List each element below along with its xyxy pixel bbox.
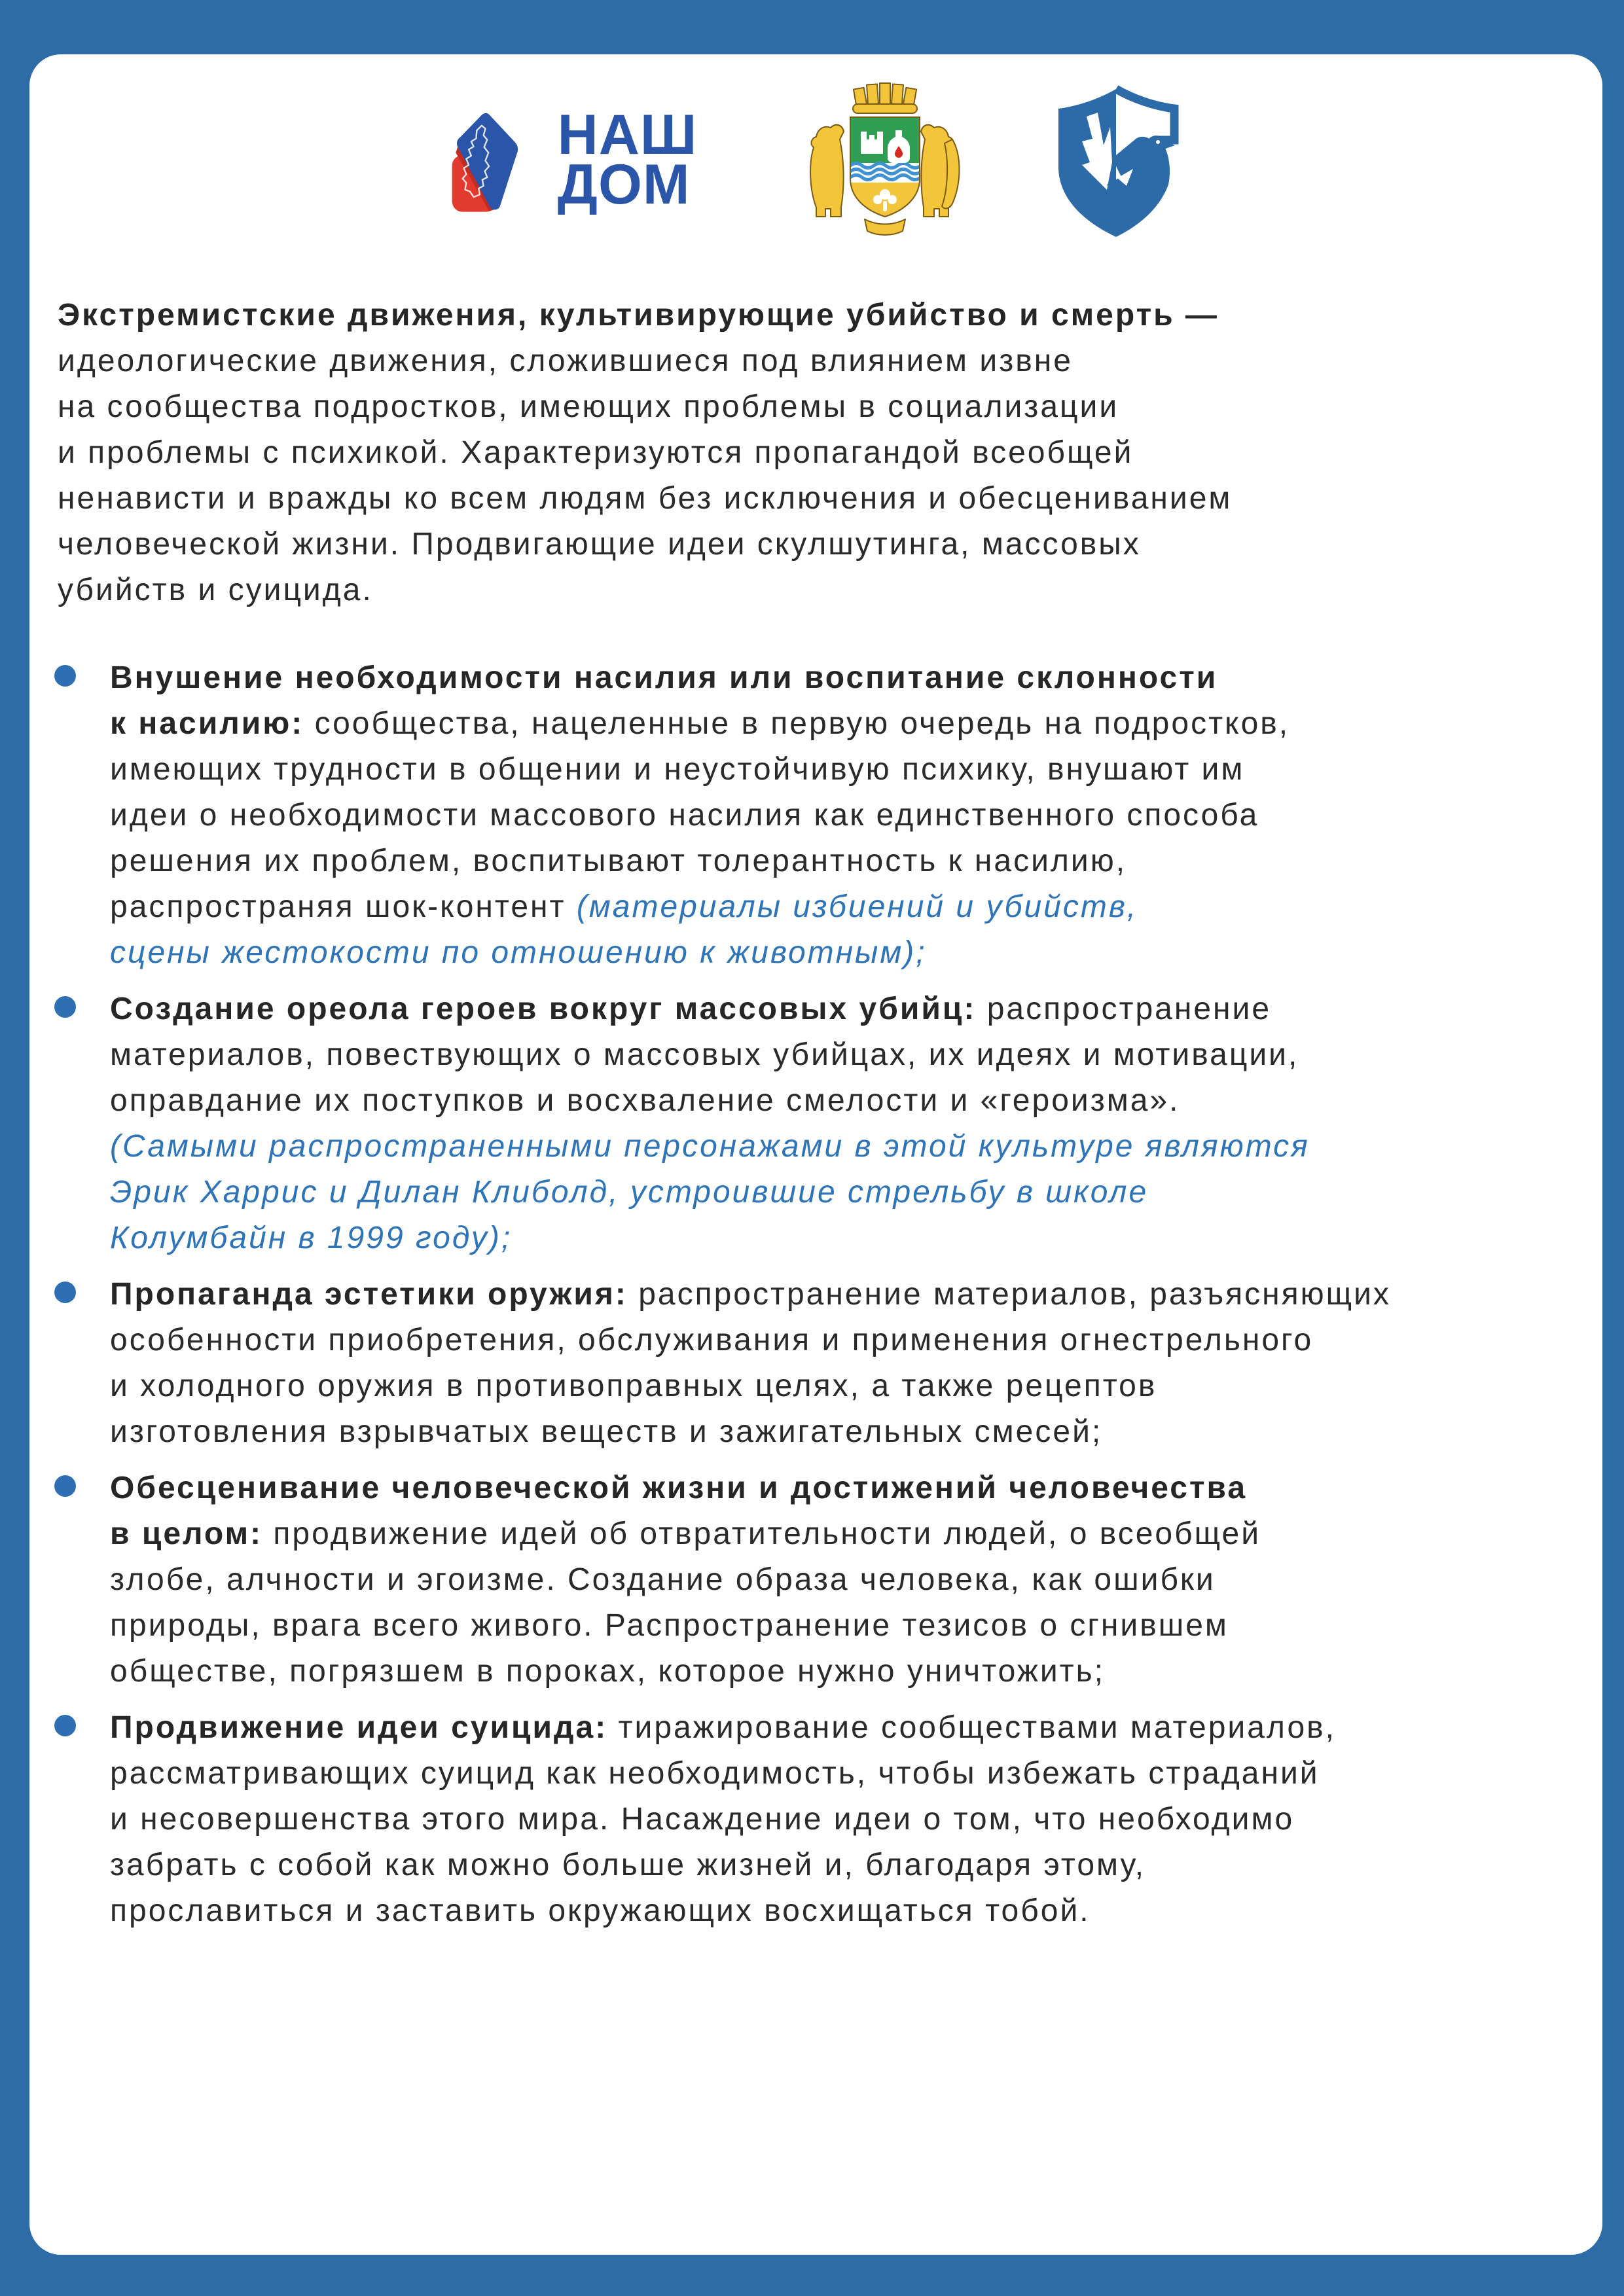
bullet-dot-icon	[54, 1475, 76, 1497]
nash-dom-wordmark-line2: ДОМ	[557, 153, 691, 216]
list-item	[54, 1705, 1550, 1934]
leaflet-content	[29, 293, 1602, 1934]
nash-dom-wordmark	[557, 103, 698, 216]
list-item	[54, 1272, 1550, 1455]
bullet-text: Внушение необходимости насилия или воспитание склонности к насилию: сообщества, нацеленные в первую очередь на подростков, имеющих трудности в общении и неустойчивую психику, внушают им идеи о необходимости массового насилия как единственного способа решения их проблем, воспитывают толерантность к насилию, распространяя шок-контент (материалы избиений и убийств, сцены жестокости по отношению к животным);	[110, 660, 1290, 970]
nash-dom-logo	[448, 103, 698, 216]
bullet-text: Создание ореола героев вокруг массовых убийц: распространение материалов, повествующих о массовых убийцах, их идеях и мотивации, оправдание их поступков и восхваление смелости и «героизма». (Самыми распространенными персонажами в этой культуре являются Эрик Харрис и Дилан Клиболд, устроившие стрельбу в школе Колумбайн в 1999 году);	[110, 992, 1310, 1255]
bullet-text: Обесценивание человеческой жизни и достижений человечества в целом: продвижение идей об отвратительности людей, о всеобщей злобе, алчности и эгоизме. Создание образа человека, как ошибки природы, врага всего живого. Распространение тезисов о сгнившем обществе, погрязшем в пороках, которое нужно уничтожить;	[110, 1471, 1261, 1689]
bullet-text: Продвижение идеи суицида: тиражирование сообществами материалов, рассматривающих суицид как необходимость, чтобы избежать страданий и несовершенства этого мира. Насаждение идеи о том, что необходимо забрать с собой как можно больше жизней и, благодаря этому, прославиться и заставить окружающих восхищаться тобой.	[110, 1710, 1336, 1928]
bullet-list	[58, 655, 1550, 1934]
list-item	[54, 1465, 1550, 1695]
bullet-dot-icon	[54, 1715, 76, 1736]
bullet-dot-icon	[54, 996, 76, 1018]
nash-dom-house-icon	[448, 107, 522, 215]
intro-paragraph: Экстремистские движения, культивирующие убийство и смерть — идеологические движения, сложившиеся под влиянием извне на сообщества подростков, имеющих проблемы в социализации и проблемы с психикой. Характеризуются пропагандой всеобщей ненависти и вражды ко всем людям без исключения и обесцениванием человеческой жизни. Продвигающие идеи скулшутинга, массовых убийств и суицида.	[58, 298, 1233, 607]
list-item	[54, 655, 1550, 976]
dove-shield-icon	[1049, 79, 1183, 242]
bullet-dot-icon	[54, 665, 76, 687]
bullet-text: Пропаганда эстетики оружия: распространение материалов, разъясняющих особенности приобретения, обслуживания и применения огнестрельного и холодного оружия в противоправных целях, а также рецептов изготовления взрывчатых веществ и зажигательных смесей;	[110, 1277, 1391, 1449]
list-item	[54, 986, 1550, 1261]
header-logos	[29, 79, 1602, 242]
leaflet-card	[29, 54, 1602, 2255]
nash-dom-wordmark-line1: НАШ	[557, 103, 698, 167]
yekaterinburg-coat-of-arms-icon	[787, 79, 977, 242]
bullet-dot-icon	[54, 1282, 76, 1303]
